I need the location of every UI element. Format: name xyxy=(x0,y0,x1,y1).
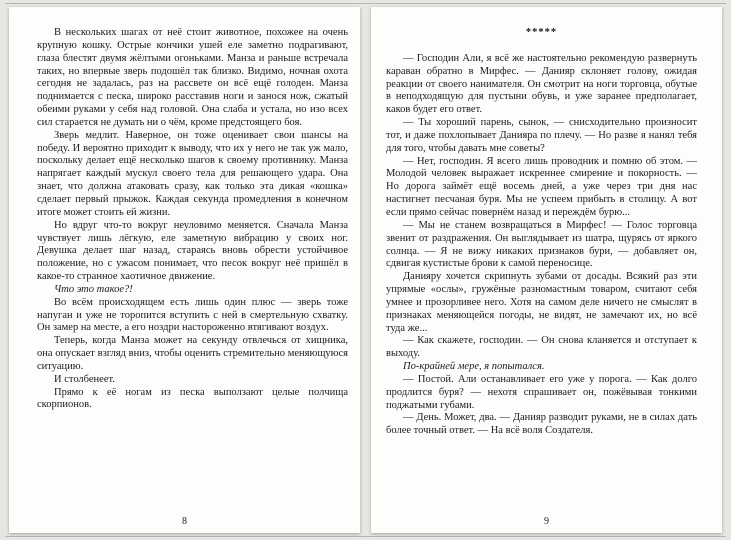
scene-separator: ***** xyxy=(525,27,558,38)
paragraph: — День. Может, два. — Данияр разводит руками, не в силах дать более точный ответ. — На всё воля Создателя. xyxy=(386,412,697,437)
page-right[interactable] xyxy=(371,7,722,533)
paragraph: Теперь, когда Манза может на секунду отвлечься от хищника, она опускает взгляд вниз, чтобы оценить стремительно меняющуюся ситуацию. xyxy=(37,335,348,372)
paragraph: По-крайней мере, я попытался. xyxy=(403,361,545,373)
page-number-right: 9 xyxy=(544,516,549,527)
paragraph: Данияру хочется скрипнуть зубами от досады. Всякий раз эти упрямые «ослы», гружёные разномастным товаром, считают себя умнее и прозорливее него. Хотя на самом деле ничего не смыслят в признаках меняющейся погоды, не видят, не замечают их, но всё туда же... xyxy=(386,271,697,334)
page-text-right xyxy=(386,27,697,438)
page-stack-edge-bottom xyxy=(5,536,726,537)
paragraph: В нескольких шагах от неё стоит животное, похожее на очень крупную кошку. Острые кончики ушей еле заметно подрагивают, глаза блестят двумя жёлтыми огоньками. Манза и раньше встречала таких, но впервые зверь подошёл так близко. Видимо, ночная охота сегодня не задалась, раз на рассвете он всё ещё голоден. Манза поднимается с песка, широко расставив ноги и занося нож, сжатый обеими руками у себя над головой. Она слаба и устала, но изо всех сил старается не думать ни о чём, кроме предстоящего боя. xyxy=(37,27,348,128)
page-number-left: 8 xyxy=(182,516,187,527)
paragraph: — Ты хороший парень, сынок, — снисходительно произносит тот, и даже похлопывает Данияра по плечу. — Но разве я нанял тебя для того, чтобы давать мне советы? xyxy=(386,117,697,154)
paragraph: И столбенеет. xyxy=(54,373,115,385)
paragraph: — Постой. Али останавливает его уже у порога. — Как долго продлится буря? — нехотя спрашивает он, пожёвывая тонкими поджатыми губами. xyxy=(386,373,697,411)
paragraph: Прямо к её ногам из песка выползают целые полчища скорпионов. xyxy=(37,386,348,411)
paragraph: Но вдруг что-то вокруг неуловимо меняется. Сначала Манза чувствует лишь лёгкую, еле заметную вибрацию у своих ног. Девушка делает шаг назад, стараясь вновь обрести устойчивое положение, но с ужасом понимает, что песок вокруг неё пришёл в какое-то странное хаотичное движение. xyxy=(37,219,348,283)
page-text-left xyxy=(37,27,348,412)
paragraph: — Нет, господин. Я всего лишь проводник и помню об этом. — Молодой человек выражает искреннее смирение и покорность. — Но дорога займёт ещё восемь дней, а уже через три дня нас настигнет песчаная буря. Мы не успеем прибыть в столицу. А вот если прямо сейчас повернём назад и переждём бурю... xyxy=(386,155,697,218)
paragraph: — Как скажете, господин. — Он снова кланяется и отступает к выходу. xyxy=(386,335,697,360)
paragraph: Во всём происходящем есть лишь один плюс — зверь тоже напуган и уже не торопится вступить с ней в смертельную схватку. Он замер на месте, а его ноздри настороженно втягивают воздух. xyxy=(37,296,348,334)
paragraph: — Господин Али, я всё же настоятельно рекомендую развернуть караван обратно в Мирфес. — Данияр склоняет голову, ожидая реакции от своего нанимателя. Он смотрит на ноги торговца, обутые в неподходящую для пустыни обувь, и уже заранее предполагает, каков будет его ответ. xyxy=(386,52,697,116)
paragraph: — Мы не станем возвращаться в Мирфес! — Голос торговца звенит от раздражения. Он выглядывает из шатра, щурясь от яркого солнца. — Я не вижу никаких признаков бури, — добавляет он, сдвигая кустистые брови к самой переносице. xyxy=(386,219,697,270)
paragraph: Что это такое?! xyxy=(54,283,133,295)
page-left[interactable] xyxy=(9,7,360,533)
paragraph: Зверь медлит. Наверное, он тоже оценивает свои шансы на победу. И вероятно приходит к выводу, что их у него не так уж мало, поскольку делает ещё несколько шагов к своему противнику. Манза напрягает каждый мускул своего тела для решающего удара. Она знает, что должна атаковать сразу, как только эта дикая «кошка» сделает первый прыжок. Каждая секунда промедления в конечном итоге может стоить ей жизни. xyxy=(37,129,348,218)
page-stack-edge-top xyxy=(5,3,726,4)
